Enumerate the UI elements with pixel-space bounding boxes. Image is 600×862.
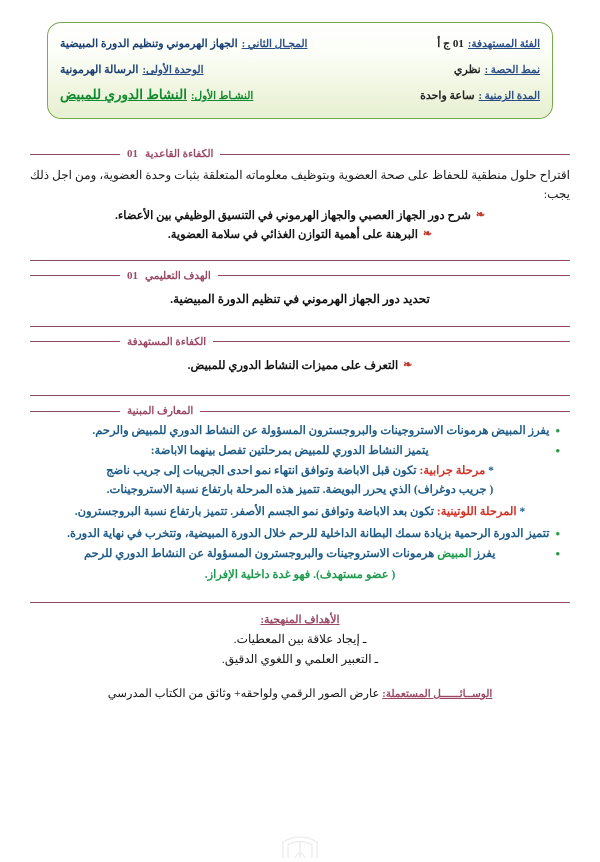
bullet-text: البرهنة على أهمية التوازن الغذائي في سلامة العضوية.: [167, 228, 418, 241]
list-item: [30, 422, 560, 441]
header-target-class-cell: [437, 31, 540, 54]
section-heading-target-competence: [30, 336, 570, 348]
heading-rule-left: [213, 341, 570, 342]
section-heading-base-competence: [30, 148, 570, 160]
bullet-text: التعرف على مميزات النشاط الدوري للمبيض.: [187, 359, 399, 372]
target-organ-line: [30, 566, 570, 585]
section-heading-built-knowledge: [30, 405, 570, 417]
duration-label: المدة الزمنية :: [478, 91, 540, 103]
session-type-value: نظري: [453, 64, 481, 77]
target-organ-phrase: ( عضو مستهدف): [315, 568, 396, 581]
heading-rule-right: [30, 275, 120, 276]
target-competence-bullets: [30, 357, 570, 375]
unit-value: الرسالة الهرمونية: [60, 64, 139, 77]
base-competence-paragraph: اقتراح حلول منطقية للحفاظ على صحة العضوية وبتوظيف معلوماته المتعلقة بثبات وحدة العضوية، ومن اجل ذلك يجب:: [30, 168, 570, 201]
activity-label: النشـاط الأول:: [190, 91, 254, 103]
star-bullet-icon: *: [488, 464, 494, 477]
unit-label: الوحدة الأولى:: [142, 65, 204, 77]
built-knowledge-list-2: [30, 525, 570, 563]
session-type-label: نمط الحصة :: [484, 65, 540, 77]
seg-b: هرمونات الاستروجينات والبروجسترون المسؤولة عن النشاط الدوري للرحم: [84, 548, 438, 561]
header-row-unit: [60, 57, 540, 80]
heading-rule-left: [200, 411, 570, 412]
phase-follicular-continued: ( جريب دوغراف) الذي يحرر البويضة. تتميز هذه المرحلة بارتفاع نسبة الاستروجينات.: [106, 484, 494, 497]
header-row-activity: [60, 83, 540, 106]
phase-luteal-name: المرحلة اللوتينية:: [436, 505, 517, 518]
seg-green-ovary: المبيض: [437, 548, 472, 561]
flower-bullet-icon: ❧: [475, 209, 486, 222]
heading-rule-left: [220, 154, 570, 155]
header-row-domain: [60, 31, 540, 54]
methodological-item: ـ التعبير العلمي و اللغوي الدقيق.: [221, 651, 379, 666]
list-item: [30, 442, 560, 461]
base-competence-bullets: [30, 207, 570, 244]
bullet-text: يتميز النشاط الدوري للمبيض بمرحلتين تفصل بينهما الاباضة:: [150, 444, 429, 457]
section-title-target-competence: الكفاءة المستهدفة: [127, 336, 207, 348]
dot-bullet-icon: •: [555, 526, 560, 542]
bullet-text: شرح دور الجهاز العصبي والجهاز الهرموني في التنسيق الوظيفي بين الأعضاء.: [114, 210, 471, 223]
bullet-text: تتميز الدورة الرحمية بزيادة سمك البطانة الداخلية للرحم خلال الدورة المبيضية، وتتخرب في نهاية الدورة.: [67, 528, 550, 541]
seg-a: يفرز: [471, 548, 496, 561]
phase-follicular-name: مرحلة جرابية:: [419, 464, 486, 477]
phase-follicular-line: [30, 462, 570, 481]
section-title-base-competence: الكفاءة القاعدية: [145, 149, 214, 160]
list-item: [30, 207, 570, 225]
lesson-header-box: [47, 22, 553, 119]
heading-rule-right: [30, 411, 120, 412]
star-bullet-icon: *: [519, 505, 526, 518]
divider-above-built-knowledge: [30, 395, 570, 396]
document-body: [30, 148, 570, 704]
means-used-value: عارض الصور الرقمي ولواحقه+ وثائق من الكتاب المدرسي: [107, 687, 380, 700]
target-organ-tail: . فهو غدة داخلية الإفراز.: [204, 568, 316, 581]
domain-value: الجهاز الهرموني وتنظيم الدورة المبيضية: [60, 38, 238, 50]
divider-above-methodological: [30, 602, 570, 603]
phase-luteal-line: [6, 503, 594, 522]
dot-bullet-icon: •: [555, 442, 560, 458]
section-heading-objective: [30, 270, 570, 282]
header-duration-cell: [420, 83, 540, 106]
section-title-objective: الهدف التعليمي: [145, 270, 211, 282]
dot-bullet-icon: •: [555, 546, 560, 562]
bullet-text-mixed: [30, 545, 549, 564]
header-unit-cell: [60, 57, 204, 80]
list-item: [30, 545, 560, 564]
target-class-value: 01 ج أ: [437, 38, 464, 50]
header-domain-cell: [60, 31, 307, 54]
means-used-label: الوســائــــــل المستعملة:: [382, 688, 493, 700]
heading-rule-left: [218, 275, 570, 276]
bullet-text: يفرز المبيض هرمونات الاستروجينات والبروجسترون المسؤولة عن النشاط الدوري للمبيض والرحم.: [92, 425, 550, 438]
list-item: [30, 525, 560, 544]
methodological-objectives-title: الأهداف المنهجية:: [260, 614, 340, 627]
phase-luteal-text: تكون بعد الاباضة وتوافق نمو الجسم الأصفر. تتميز بارتفاع نسبة البروجسترون.: [74, 505, 434, 518]
methodological-item: ـ إيجاد علاقة بين المعطيات.: [233, 632, 367, 647]
domain-label: المجـال الثاني :: [241, 39, 308, 50]
list-item: [30, 357, 570, 375]
header-session-type-cell: [454, 57, 540, 80]
flower-bullet-icon: ❧: [403, 358, 413, 371]
flower-bullet-icon: ❧: [422, 227, 433, 240]
section-title-built-knowledge: المعارف المبنية: [127, 406, 194, 418]
footer-emblem-watermark: [0, 830, 600, 860]
activity-value: النشاط الدوري للمبيض: [60, 87, 187, 103]
target-class-label: الفئة المستهدفة:: [467, 39, 540, 50]
means-used-line: [30, 685, 570, 704]
section-number-base-competence: 01: [127, 148, 138, 160]
list-item: [30, 226, 570, 244]
section-number-objective: 01: [127, 269, 138, 282]
phase-follicular-text: تكون قبل الاباضة وتوافق انتهاء نمو احدى الجريبات إلى جريب ناضج: [106, 464, 417, 477]
heading-rule-right: [30, 154, 120, 155]
dot-bullet-icon: •: [555, 423, 560, 439]
header-activity-cell: [60, 83, 253, 106]
divider-above-target-competence: [30, 326, 570, 327]
built-knowledge-list: [30, 422, 570, 460]
heading-rule-right: [30, 341, 120, 342]
divider-above-objective: [30, 260, 570, 261]
duration-value: ساعة واحدة: [420, 90, 475, 103]
objective-text: تحديد دور الجهاز الهرموني في تنظيم الدورة المبيضية.: [170, 291, 430, 306]
